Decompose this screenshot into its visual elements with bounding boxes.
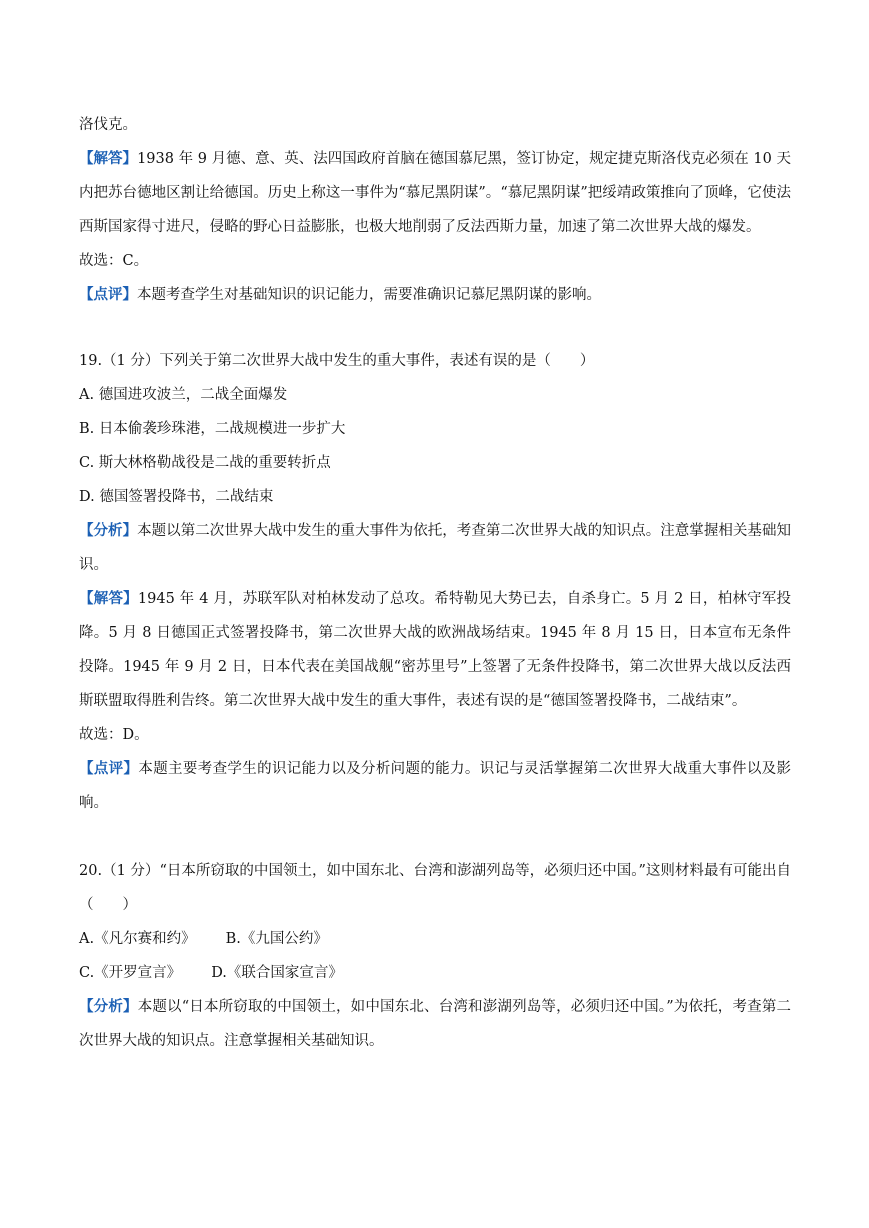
analysis-text: 本题以“日本所窃取的中国领土，如中国东北、台湾和澎湖列岛等，必须归还中国。”为依托，考查第二次世界大战的知识点。注意掌握相关基础知识。 [79,999,791,1049]
q20-options-row-2 [79,956,791,990]
q19-choice: 故选：D。 [79,727,149,743]
q20-option-b: B.《九国公约》 [225,931,328,947]
q18-answer [79,142,791,244]
q19-answer [79,582,791,718]
q20-analysis [79,990,791,1058]
q19-analysis [79,514,791,582]
comment-label: 【点评】 [79,286,137,303]
document-content [79,108,791,1058]
q18-choice: 故选：C。 [79,253,149,269]
q20-option-d: D.《联合国家宣言》 [211,965,343,981]
answer-label: 【解答】 [79,150,138,167]
q18-continuation: 洛伐克。 [79,117,137,133]
answer-label: 【解答】 [79,590,138,607]
analysis-text: 本题以第二次世界大战中发生的重大事件为依托，考查第二次世界大战的知识点。注意掌握相关基础知识。 [79,523,791,573]
spacer [79,820,791,854]
analysis-label: 【分析】 [79,998,138,1015]
q19-option-a: A. 德国进攻波兰，二战全面爆发 [79,387,288,403]
q19-option-c: C. 斯大林格勒战役是二战的重要转折点 [79,455,331,471]
q20-option-c: C.《开罗宣言》 [79,965,182,981]
comment-label: 【点评】 [79,760,139,777]
q19-comment [79,752,791,820]
q19-stem: 19.（1 分）下列关于第二次世界大战中发生的重大事件，表述有误的是（ ） [79,353,595,369]
spacer [79,312,791,344]
answer-text: 1938 年 9 月德、意、英、法四国政府首脑在德国慕尼黑，签订协定，规定捷克斯洛伐克必须在 10 天内把苏台德地区割让给德国。历史上称这一事件为“慕尼黑阴谋”。“慕尼黑阴谋”把绥靖政策推向了顶峰，它使法西斯国家得寸进尺，侵略的野心日益膨胀，也极大地削弱了反法西斯力量，加速了第二次世界大战的爆发。 [79,151,791,235]
q19-option-d: D. 德国签署投降书，二战结束 [79,489,274,505]
q20-options-row-1 [79,922,791,956]
comment-text: 本题主要考查学生的识记能力以及分析问题的能力。识记与灵活掌握第二次世界大战重大事件以及影响。 [79,761,792,811]
q20-stem: 20.（1 分）“日本所窃取的中国领土，如中国东北、台湾和澎湖列岛等，必须归还中国。”这则材料最有可能出自（ ） [79,863,791,913]
q19-option-b: B. 日本偷袭珍珠港，二战规模进一步扩大 [79,421,346,437]
q20-option-a: A.《凡尔赛和约》 [79,931,196,947]
comment-text: 本题考查学生对基础知识的识记能力，需要准确识记慕尼黑阴谋的影响。 [137,287,601,303]
answer-text: 1945 年 4 月，苏联军队对柏林发动了总攻。希特勒见大势已去，自杀身亡。5 月 2 日，柏林守军投降。5 月 8 日德国正式签署投降书，第二次世界大战的欧洲战场结束。1945 年 8 月 15 日，日本宣布无条件投降。1945 年 9 月 2 日，日本代表在美国战舰“密苏里号”上签署了无条件投降书，第二次世界大战以反法西斯联盟取得胜利告终。第二次世界大战中发生的重大事件，表述有误的是“德国签署投降书，二战结束”。 [79,591,791,709]
analysis-label: 【分析】 [79,522,138,539]
q18-comment [79,278,791,312]
